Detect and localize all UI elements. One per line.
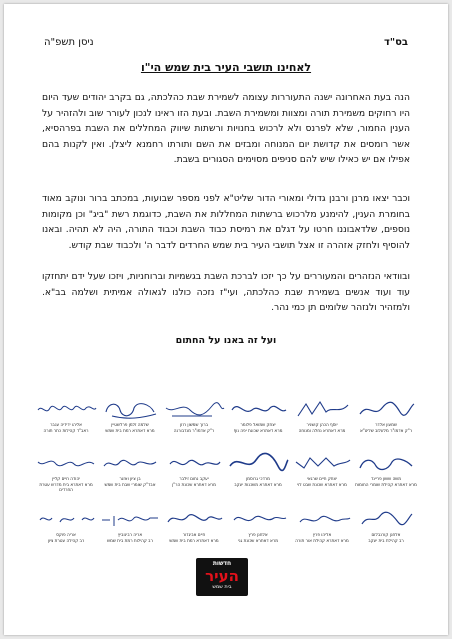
signature-row-2 [34,450,418,493]
handwritten-signature [34,506,98,532]
signature-block: יצחק חיים שרגאי מרא דאתרא שכונת שבט לוי [290,450,354,493]
paragraph-3: ובוודאי הנזהרים והמעוררים על כך יזכו לברכת השבת בגשמיות וברוחניות, ויזכו שעל ידם יתחזקו עוד ועוד אנשים בשמירת שבת כהלכתה, ועי"ז נזכה כולנו לגאולה אמיתית ושלמה בב"א. ולמזהיר ולנזהר שלומים תן כמי נהר. [42,271,410,314]
handwritten-signature [226,450,290,476]
signature-block: שמעון אלדר ר"ק אדמו"ר מלעלוב שליט"א [354,396,418,433]
handwritten-signature [98,396,162,422]
paragraph-1: הנה בעת האחרונה ישנה התעוררות עצומה לשמירת שבת כהלכתה, גם בקרב יהודים שעד היום היו רחוקים משמירת תורה ומצוות ומשמירת השבת. ובעת הזו ראינו לנכון לעורר שוב ולהזהיר על הענין החמור, שלא לפרנס ולא לרכוש בחנויות ורשתות שיווק המחללים את השבת בפרהסיא, אשר רומסים את קדושת יום המנוחה ומבזים את השם ותורתו רחמנא ליצלן. ואין לקנות בהם אפילו אם יש כאילו שיש להם סניפים מסוימים הסגורים בשבת. [42,92,410,166]
signature-block: אלחנן קורנבלום רב קהילת בית יעקב [354,506,418,543]
handwritten-signature [354,506,418,532]
handwritten-signature [226,506,290,532]
handwritten-signature [34,450,98,476]
signature-block: יוסף הכהן קושניר מרא דאתרא נחלה ומנוחה [290,396,354,433]
paragraph-2: וכבר יצאו מרנן ורבנן גדולי ומאורי הדור שליט"א לפני מספר שבועות, במכתב ברור ונוקב מאוד בחומרת הענין, להימנע מלרכוש ברשתות המחללות את השבת, כדוגמת רשת "ביג" וכן מקומות נוספים, שלדאבוננו חרטו על דגלם את רמיסת כבוד השבת וכבוד התורה, היה לא תהיה. ובאנו להוסיף ולחזק אזהרה זו אצל תושבי העיר בית שמש החרדים לדבר ה' ולכבוד שבת קודש. [42,193,410,251]
letter-date: ניסן תשפ"ה [44,37,94,48]
signature-block: אריה פוקס רב קהילה עטרת ציון [34,506,98,543]
handwritten-signature [98,450,162,476]
letter-page [4,4,448,635]
signature-block: אליהו ידידיה ענבר ראב"ד קהילות כתר תורה [34,396,98,433]
closing-line: ועל זה באנו על החתום [175,335,277,346]
handwritten-signature [354,396,418,422]
signature-block: יעקב נחום זילבר מרא דאתרא שכונת הר"ן [162,450,226,493]
hadashot-hair-logo: חדשות העיר בית שמש [196,558,248,596]
signature-block: ברוך שמשון רוזן ר"ק אדמו"ר מנדבורנה [162,396,226,433]
handwritten-signature [226,396,290,422]
signature-block: יהודה חיים קליין מרא דאתרא בית מדרש עטרת החרדים [34,450,98,493]
handwritten-signature [354,450,418,476]
signature-block: מרדכי גרוסמן מרא דאתרא משכנות יעקב [226,450,290,493]
handwritten-signature [162,450,226,476]
handwritten-signature [290,450,354,476]
signature-row-1 [34,396,418,433]
handwritten-signature [98,506,162,532]
signature-block: שלמה זלמן פרלשטיין מרא דאתרא רמת בית שמש [98,396,162,433]
signature-block: אליהו פרץ מרא דאתרא קהילת אור תורה [290,506,354,543]
bsd-mark: בס"ד [384,37,408,48]
signature-block: משה ששון פריינד מרא דאתרא קהילת שומרי החומות [354,450,418,493]
letter-title: לאחינו תושבי העיר בית שמש הי"ו [140,61,312,74]
handwritten-signature [290,396,354,422]
signature-block: אריה רבינוביץ רב קהילות רמת בית שמש [98,506,162,543]
signature-block: חיים אביגדור מרא דאתרא רמת בית שמש [162,506,226,543]
handwritten-signature [162,506,226,532]
handwritten-signature [34,396,98,422]
handwritten-signature [290,506,354,532]
signature-row-3 [34,506,418,543]
handwritten-signature [162,396,226,422]
signature-block: בן ציון ואזנר אבד"ק שומרי שבת בית שמש [98,450,162,493]
signature-block: אלחנן פרץ מרא דאתרא שכונת גני [226,506,290,543]
signature-block: יצחק שמואל פלומר מרא דאתרא שכונת יפה נוף [226,396,290,433]
